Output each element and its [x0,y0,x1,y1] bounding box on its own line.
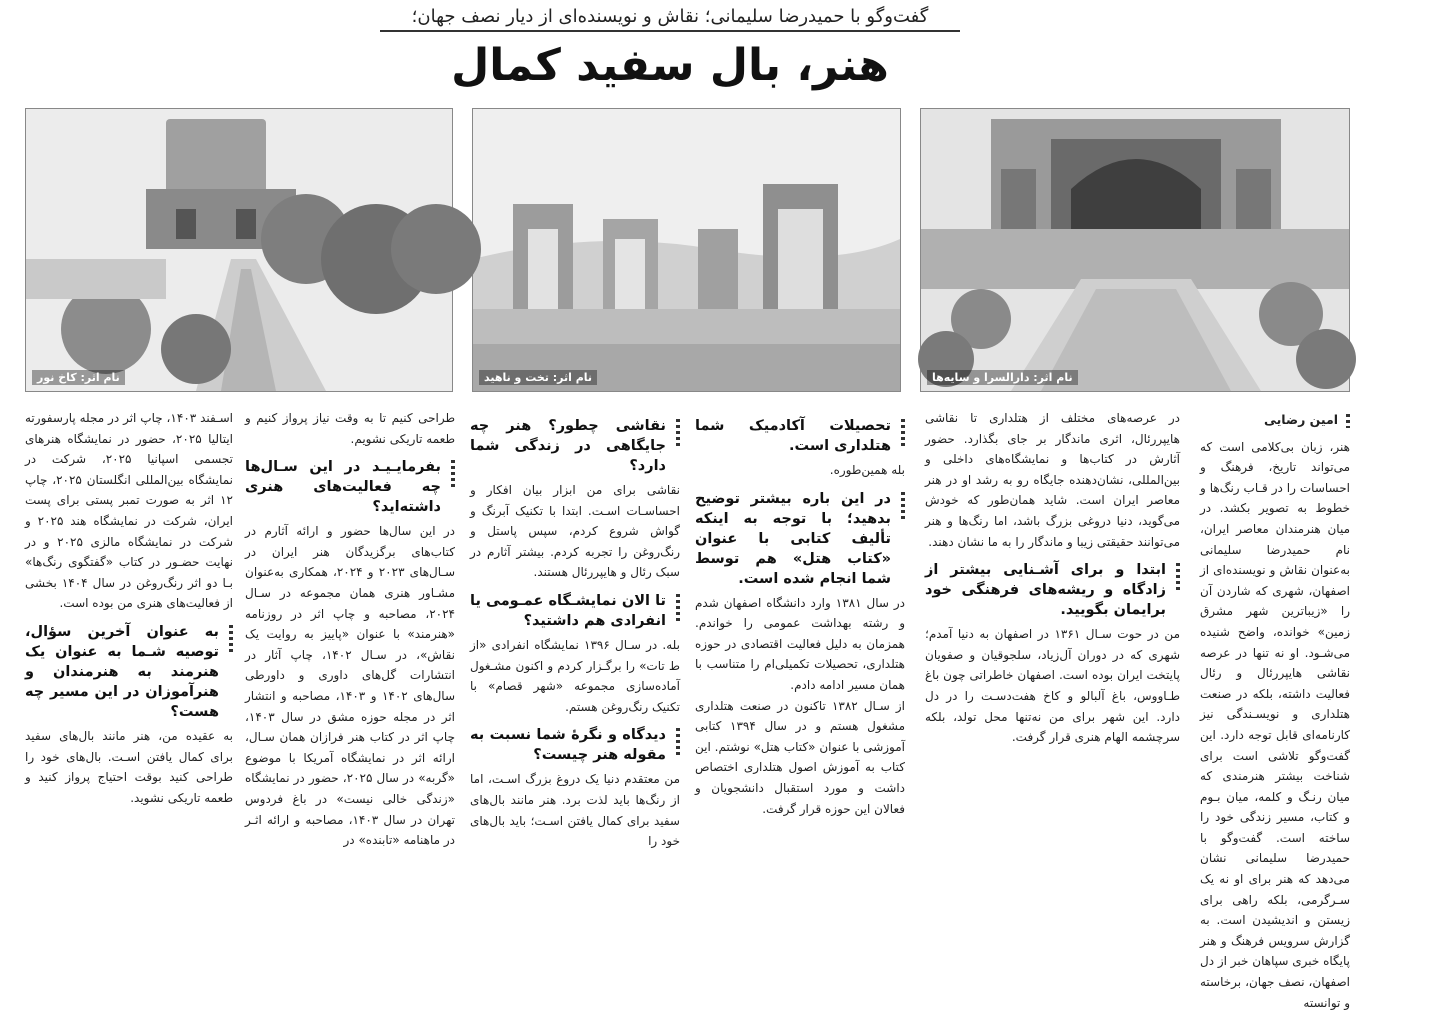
article-column-5 [245,408,455,848]
paragraph: هنر، زبان بی‌کلامی است که می‌تواند تاریخ، فرهنگ و احساسات را در قـاب رنگ‌ها و خطوط به تصویر بکشد. در میان هنرمندان معاصر ایران، نام حمیدرضا سلیمانی به‌عنوان نقاش و نویسنده‌ای از اصفهان، شهری که شاردن آن را «زیباترین شهر مشرق زمین» خوانده، واضح شنیده می‌شـود. او نه تنها در عرصه نقاشی هایپررئال و رئال فعالیت داشته، بلکه در صنعت هتلداری و نویسـندگی نیز کارنامه‌ای قابل توجه دارد. این گفت‌وگو تلاشی است برای شناخت بیشتر هنرمندی که میان رنـگ و کلمه، میان بـوم و کتاب، مسیر زندگی خود را ساخته است. گفت‌وگو با حمیدرضا سلیمانی نشان می‌دهد که هنر برای او نه یک سـرگرمی، بلکه راهی برای زیستن و اندیشیدن است. به گزارش سرویس فرهنگ و هنر پایگاه خبری سپاهان خبر از دل اصفهان، نصف جهان، برخاسته و توانسته [1199,439,1350,1010]
article-headline: هنر، بال سفید کمال [451,40,889,91]
photo-tower-garden [25,108,453,392]
interview-question: ابتدا و برای آشـنایی بیشتر از زادگاه و ریشه‌های فرهنگی خود برایمان بگویید. [925,560,1180,620]
paragraph: طراحی کنیم تا به وقت نیاز پرواز کنیم و طعمه تاریکی نشویم. [245,411,455,446]
photo-ruins [472,108,901,392]
article-column-2 [925,408,1180,828]
ruins-illustration [473,109,900,391]
paragraph: نقاشی برای من ابزار بیان افکار و احساسـات اسـت. ابتدا با تکنیک آبرنگ و گواش شروع کردم، سپس پاستل و رنگ‌روغن را تجربه کردم. بیشتر آثارم در سبک رئال و هایپررئال هستند. [470,483,680,580]
interview-question: در این باره بیشتر توضیح بدهید؛ با توجه به اینکه تألیف کتابی با عنوان «کتاب هتل» هم توسط شما انجام شده است. [695,489,905,589]
paragraph: اسـفند ۱۴۰۳، چاپ اثر در مجله پارسفورته ایتالیا ۲۰۲۵، حضور در نمایشگاه هنرهای تجسمی اسپانیا ۲۰۲۵، شرکت در نمایشگاه بین‌المللی انگلستان ۲۰۲۵، چاپ ۱۲ اثر به صورت تمبر پستی برای پست ایران، شرکت در نمایشگاه هند ۲۰۲۵ و شرکت در نمایشگاه مالزی ۲۰۲۵ و در نهایت حضـور در کتاب «گفتگوی رنگ‌ها» بـا دو اثر رنگ‌روغن در سال ۱۴۰۴ بخشی از فعالیت‌های هنری من بوده است. [25,411,234,611]
photo-caption: نام اثر: دارالسرا و سایه‌ها [927,370,1078,385]
interview-question: نقاشی چطور؟ هنر چه جایگاهی در زندگی شما دارد؟ [470,416,680,476]
author-byline: امین رضایی [1200,410,1350,431]
photo-caption: نام اثر: تخت و ناهید [479,370,597,385]
tower-garden-illustration [26,109,452,391]
photo-caption: نام اثر: کاخ نور [32,370,125,385]
paragraph: به عقیده من، هنر مانند بال‌های سفید برای کمال یافتن اسـت. بال‌های خود را طراحی کنید بوقت احتیاج پرواز کنید و طعمه تاریکی نشوید. [25,728,233,805]
interview-question: تحصیلات آکادمیک شما هتلداری است. [695,416,905,456]
paragraph: در سال ۱۳۸۱ وارد دانشگاه اصفهان شدم و رشته بهداشت عمومی را خواندم. همزمان به دلیل فعالیت اقتصادی در حوزه هتلداری، تحصیلات تکمیلی‌ام را متناسب با همان مسیر ادامه دادم. [695,595,905,692]
paragraph: من در حوت سـال ۱۳۶۱ در اصفهان به دنیا آمدم؛ شهری که در دوران آل‌زیاد، سلجوقیان و صفویان پایتخت ایران بوده است. اصفهان خاطراتی چون باغ طـاووس، باغ آلبالو و کاخ هفت‌دسـت را در دل دارد. این شهر برای من نه‌تنها محل تولد، بلکه سرچشمه الهام هنری قرار گرفت. [925,627,1180,745]
article-column-6 [25,408,233,828]
article-kicker: گفت‌وگو با حمیدرضا سلیمانی؛ نقاش و نویسنده‌ای از دیار نصف جهان؛ [380,6,960,32]
interview-question: بفرمایـیـد در این سـال‌ها چه فعالیت‌های هنری داشته‌اید؟ [245,457,455,517]
photo-palace-pool [920,108,1350,392]
paragraph: بله همین‌طوره. [829,463,905,477]
paragraph: بله. در سـال ۱۳۹۶ نمایشگاه انفرادی «از ط تات» را برگـزار کردم و اکنون مشـغول آماده‌سازی مجموعه «شهر قصام» با تکنیک رنگ‌روغن هستم. [470,637,680,714]
article-column-3 [695,408,905,828]
interview-question: تا الان نمایشـگاه عمـومی یا انفرادی هم داشتید؟ [470,591,680,631]
article-column-1 [1199,408,1350,1010]
article-column-4 [470,408,680,849]
paragraph: من معتقدم دنیا یک دروغ بزرگ اسـت، اما از رنگ‌ها باید لذت برد. هنر مانند بال‌های سفید برای کمال یافتن اسـت؛ باید بال‌های خود را [470,772,680,849]
paragraph: در عرصه‌های مختلف از هتلداری تا نقاشی هایپررئال، اثری ماندگار بر جای بگذارد. حضور آثارش در کتاب‌ها و نمایشگاه‌های داخلی و بین‌المللی، نشان‌دهنده جایگاه رو به رشد او در هنر معاصر ایران است. شاید همان‌طور که خودش می‌گوید، دنیا دروغی بزرگ باشد، اما رنگ‌ها و هنر می‌توانند حقیقتی زیبا و ماندگار را به ما نشان دهند. [925,411,1180,549]
paragraph: از سـال ۱۳۸۲ تاکنون در صنعت هتلداری مشغول هستم و در سال ۱۳۹۴ کتابی آموزشی با عنوان «کتاب هتل» نوشتم. این کتاب به آموزش اصول هتلداری اختصاص داشت و مورد استقبال دانشجویان و فعالان این حوزه قرار گرفت. [695,698,905,816]
interview-question: دیدگاه و نگرهٔ شما نسبت به مقوله هنر چیست؟ [470,725,680,765]
interview-question: به عنوان آخرین سؤال، توصیه شـما به عنوان یک هنرمند به هنرمندان و هنرآموزان در این مسیر چه هست؟ [25,622,233,722]
palace-pool-illustration [921,109,1349,391]
paragraph: در این سال‌ها حضور و ارائه آثارم در کتاب‌های برگزیدگان هنر ایران در سـال‌های ۲۰۲۳ و ۲۰۲۴، همکاری به‌عنوان مشـاور هنری همان مجموعه در سـال ۲۰۲۴، مصاحبه و چاپ اثر در روزنامه «هنرمند» با عنوان «پاییز به روایت یک نقاش»، در سـال ۱۴۰۲، چاپ آثار در انتشارات گل‌های داوری و داورطی سال‌های ۱۴۰۲ و ۱۴۰۳، مصاحبه و انتشار اثر در مجله حوزه مشق در سال ۱۴۰۳، چاپ اثر در کتاب هنر فرازان همان سـال، ارائه اثر در نمایشگاه آمریکا با موضوع «گربه» در سال ۲۰۲۵، حضور در نمایشگاه «زندگی خالی نیست» در باغ فردوس تهران در سال ۱۴۰۳، مصاحبه و ارائه اثـر در ماهنامه «تابنده» در [245,524,455,848]
